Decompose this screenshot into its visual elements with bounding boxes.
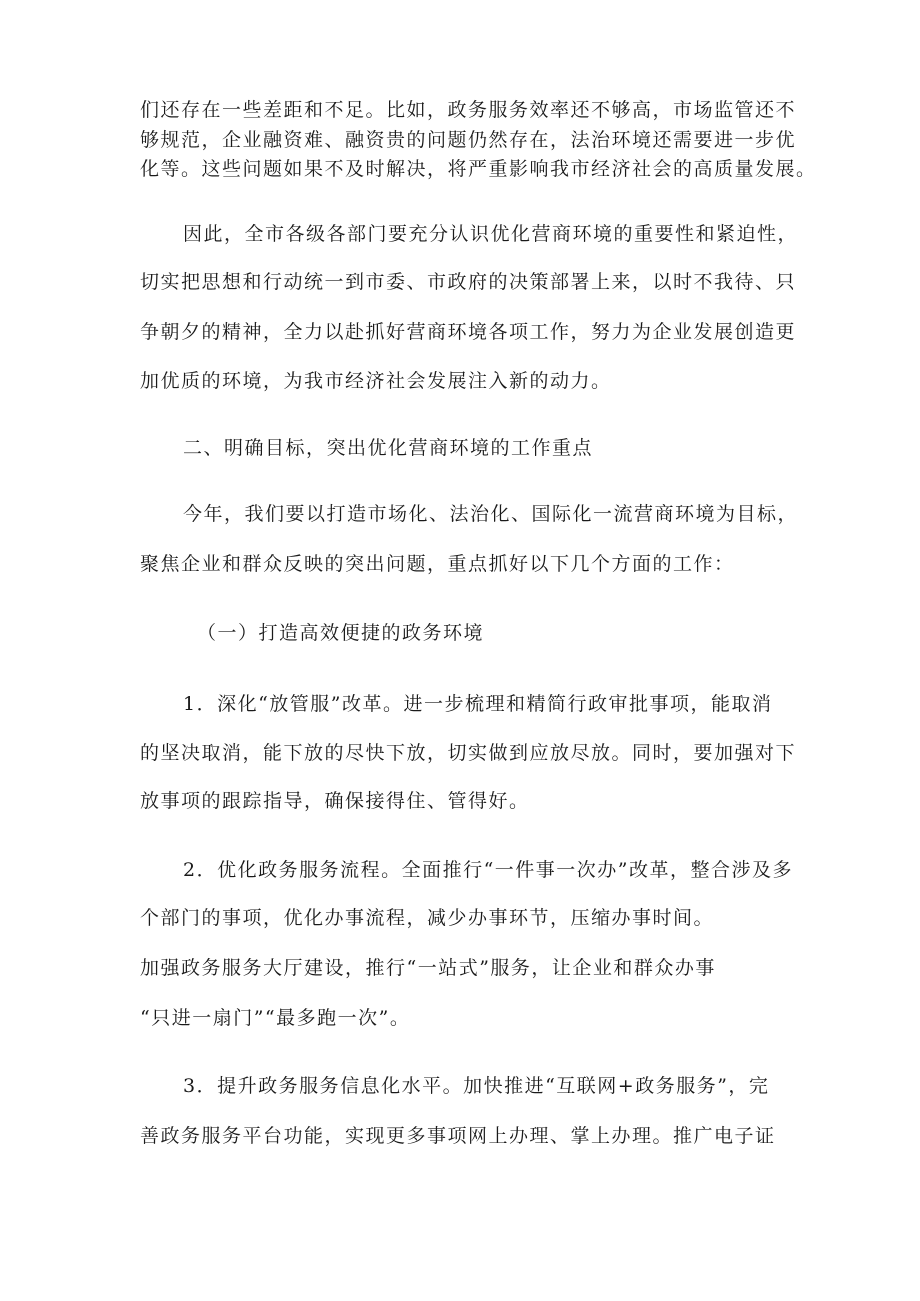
paragraph-line: 聚焦企业和群众反映的突出问题，重点抓好以下几个方面的工作：: [140, 553, 735, 575]
list-item-line: 1．深化“放管服”改革。进一步梳理和精简行政审批事项，能取消: [183, 693, 773, 715]
paragraph-line: 们还存在一些差距和不足。比如，政务服务效率还不够高，市场监管还不: [140, 99, 797, 121]
list-item-line: 个部门的事项，优化办事流程，减少办事环节，压缩办事时间。: [140, 907, 715, 929]
section-heading: 二、明确目标，突出优化营商环境的工作重点: [183, 437, 594, 459]
list-item-line: 3．提升政务服务信息化水平。加快推进“互联网+政务服务”，完: [183, 1075, 770, 1097]
paragraph-line: 加优质的环境，为我市经济社会发展注入新的动力。: [140, 370, 612, 392]
list-item-line: “只进一扇门”“最多跑一次”。: [140, 1007, 411, 1029]
paragraph-line: 争朝夕的精神，全力以赴抓好营商环境各项工作，努力为企业发展创造更: [140, 321, 797, 343]
paragraph-line: 化等。这些问题如果不及时解决，将严重影响我市经济社会的高质量发展。: [140, 158, 817, 180]
list-item-line: 的坚决取消，能下放的尽快下放，切实做到应放尽放。同时，要加强对下: [140, 742, 797, 764]
list-item-line: 放事项的跟踪指导，确保接得住、管得好。: [140, 790, 530, 812]
paragraph-line: 今年，我们要以打造市场化、法治化、国际化一流营商环境为目标，: [183, 503, 799, 525]
subsection-heading: （一）打造高效便捷的政务环境: [197, 622, 485, 644]
list-item-line: 2．优化政务服务流程。全面推行“一件事一次办”改革，整合涉及多: [183, 859, 794, 881]
list-item-line: 加强政务服务大厅建设，推行“一站式”服务，让企业和群众办事: [140, 957, 716, 979]
paragraph-line: 因此，全市各级各部门要充分认识优化营商环境的重要性和紧迫性，: [183, 223, 799, 245]
paragraph-line: 切实把思想和行动统一到市委、市政府的决策部署上来，以时不我待、只: [140, 271, 797, 293]
paragraph-line: 够规范，企业融资难、融资贵的问题仍然存在，法治环境还需要进一步优: [140, 129, 797, 151]
list-item-line: 善政务服务平台功能，实现更多事项网上办理、掌上办理。推广电子证: [140, 1125, 776, 1147]
